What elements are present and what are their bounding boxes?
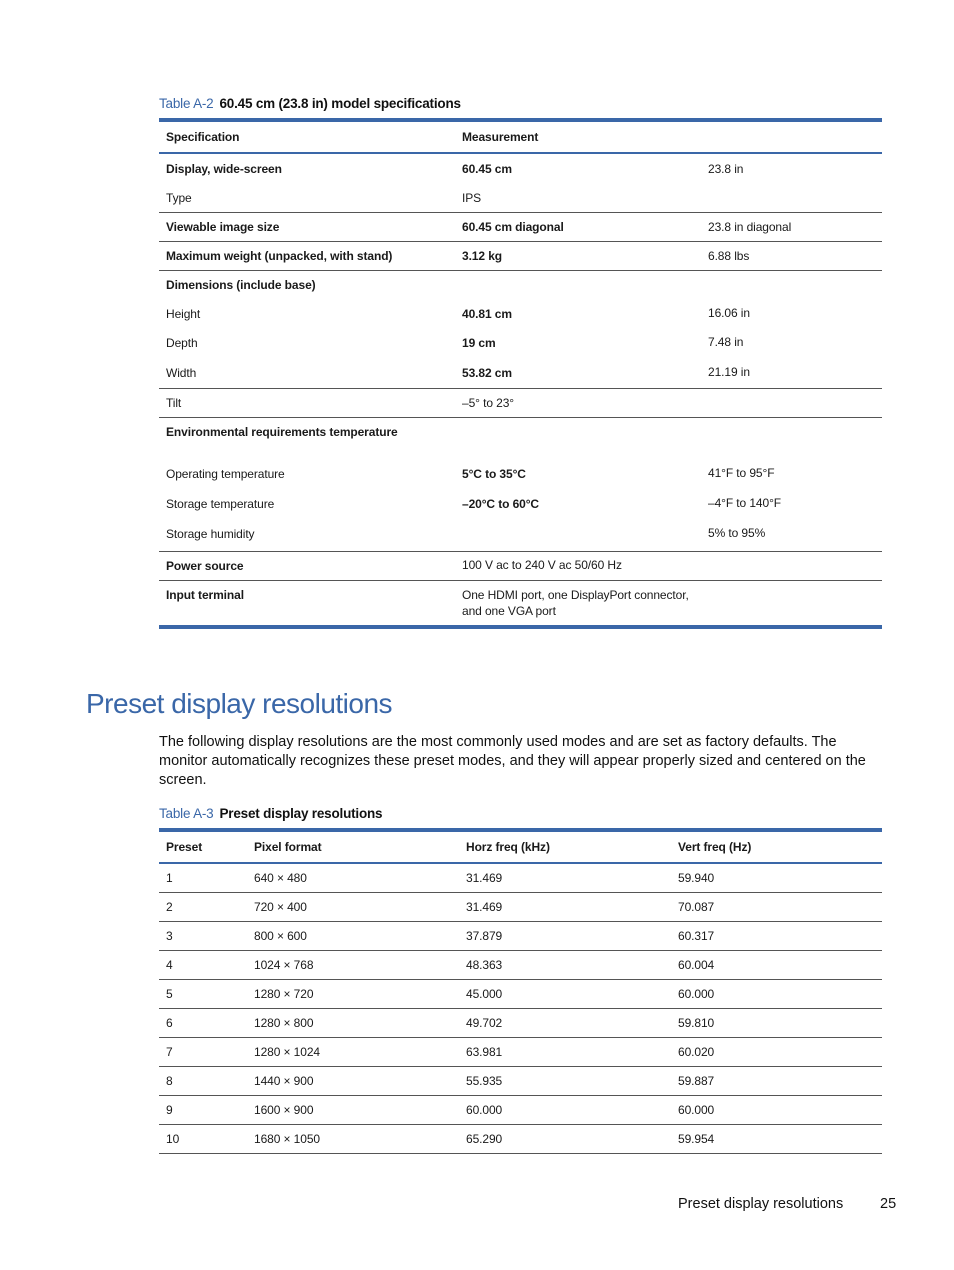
cell-preset: 4 [166,957,173,972]
cell-metric: 100 V ac to 240 V ac 50/60 Hz [462,557,622,572]
cell-spec: Width [166,366,197,380]
table-row [159,153,882,183]
table-a2-caption-title: 60.45 cm (23.8 in) model specifications [219,96,461,111]
cell-preset: 10 [166,1131,180,1146]
cell-metric: 3.12 kg [462,248,502,263]
table-header-row [159,830,882,863]
cell-spec: Dimensions (include base) [166,277,316,292]
table-row [159,863,882,892]
table-a2 [159,118,882,629]
table-row [159,417,882,461]
cell-spec: Storage temperature [166,497,275,511]
section-title: Preset display resolutions [86,688,393,719]
cell-horz-freq: 37.879 [466,928,503,943]
cell-metric [455,580,701,627]
cell-preset: 3 [166,928,173,943]
cell-pixel-format: 1280 × 1024 [254,1044,320,1059]
cell-horz-freq: 48.363 [466,957,503,972]
cell-imperial: 23.8 in [708,162,744,176]
cell-preset: 7 [166,1044,173,1059]
cell-spec: Tilt [166,395,182,410]
cell-vert-freq: 70.087 [678,899,715,914]
cell-imperial [701,388,882,417]
table-header-row [159,120,882,153]
table-a2-caption [159,96,461,111]
cell-preset: 5 [166,986,173,1001]
cell-spec: Power source [166,558,244,573]
header-cell: Horz freq (kHz) [466,840,550,854]
cell-pixel-format: 720 × 400 [254,899,307,914]
header-cell: Measurement [462,130,539,144]
cell-imperial: 41°F to 95°F [708,466,775,480]
cell-preset: 1 [166,870,173,885]
input-terminal-line: and one VGA port [462,603,556,618]
cell-imperial [701,551,882,580]
cell-imperial: 6.88 lbs [708,248,750,263]
table-a3-body [159,863,882,1153]
cell-imperial [701,183,882,212]
table-a3 [159,828,882,1154]
cell-spec: Environmental requirements temperature [166,424,398,439]
cell-metric: 5°C to 35°C [462,467,526,481]
cell-horz-freq: 45.000 [466,986,503,1001]
table-row [159,892,882,921]
header-cell: Specification [166,130,240,144]
cell-preset: 6 [166,1015,173,1030]
cell-spec: Operating temperature [166,467,285,481]
header-cell: Vert freq (Hz) [678,840,752,854]
cell-vert-freq: 60.317 [678,928,715,943]
table-row [159,461,882,491]
cell-preset: 9 [166,1102,173,1117]
table-row [159,388,882,417]
table-row [159,551,882,580]
cell-metric: 19 cm [462,336,496,350]
cell-imperial: 5% to 95% [708,526,766,540]
table-row [159,521,882,551]
table-row [159,950,882,979]
cell-metric: 40.81 cm [462,307,512,321]
cell-spec: Input terminal [166,587,244,602]
cell-metric: –20°C to 60°C [462,497,539,511]
cell-pixel-format: 1024 × 768 [254,957,314,972]
cell-vert-freq: 60.000 [678,986,715,1001]
table-a3-caption-title: Preset display resolutions [219,806,383,821]
table-a2-caption-number: Table A-2 [159,96,214,111]
table-a3-caption-number: Table A-3 [159,806,214,821]
input-terminal-line: One HDMI port, one DisplayPort connector, [462,587,689,602]
table-row [159,979,882,1008]
intro-paragraph: The following display resolutions are the most commonly used modes and are set as factory defaults. The monitor automatically recognizes these preset modes, and they will appear properly sized and centered on the screen. [159,734,866,788]
cell-imperial: –4°F to 140°F [708,496,782,510]
table-row [159,270,882,300]
cell-metric: 60.45 cm [462,162,512,176]
cell-vert-freq: 60.000 [678,1102,715,1117]
cell-metric: 53.82 cm [462,366,512,380]
cell-metric [455,270,701,300]
table-row [159,329,882,359]
cell-pixel-format: 1600 × 900 [254,1102,314,1117]
cell-horz-freq: 60.000 [466,1102,503,1117]
cell-imperial: 7.48 in [708,335,744,349]
header-cell: Preset [166,840,203,854]
cell-spec: Storage humidity [166,527,255,541]
cell-vert-freq: 60.020 [678,1044,715,1059]
cell-pixel-format: 640 × 480 [254,870,307,885]
cell-imperial [701,270,882,300]
cell-vert-freq: 59.940 [678,870,715,885]
cell-imperial: 16.06 in [708,306,750,320]
cell-pixel-format: 1680 × 1050 [254,1131,320,1146]
table-row [159,241,882,270]
cell-spec: Height [166,307,201,321]
cell-vert-freq: 59.887 [678,1073,715,1088]
cell-horz-freq: 63.981 [466,1044,503,1059]
cell-spec: Maximum weight (unpacked, with stand) [166,248,393,263]
cell-metric: 60.45 cm diagonal [462,219,564,234]
cell-metric [455,521,701,551]
table-row [159,580,882,627]
cell-spec: Type [166,191,192,205]
cell-metric: –5° to 23° [462,395,514,410]
cell-metric [455,417,701,461]
cell-horz-freq: 31.469 [466,899,503,914]
table-row [159,1066,882,1095]
table-row [159,921,882,950]
cell-vert-freq: 59.954 [678,1131,715,1146]
cell-imperial [701,580,882,627]
cell-imperial [701,417,882,461]
cell-spec: Depth [166,336,198,350]
cell-pixel-format: 800 × 600 [254,928,307,943]
cell-metric: IPS [462,191,482,205]
cell-spec: Viewable image size [166,219,280,234]
header-cell [701,120,882,153]
cell-spec: Display, wide-screen [166,162,282,176]
table-row [159,1008,882,1037]
table-a3-caption [159,806,382,821]
cell-imperial: 23.8 in diagonal [708,219,792,234]
cell-vert-freq: 59.810 [678,1015,715,1030]
cell-horz-freq: 65.290 [466,1131,503,1146]
table-row [159,183,882,212]
cell-pixel-format: 1440 × 900 [254,1073,314,1088]
cell-horz-freq: 49.702 [466,1015,503,1030]
table-row [159,1037,882,1066]
table-row [159,359,882,388]
table-row [159,300,882,329]
cell-preset: 2 [166,899,173,914]
cell-vert-freq: 60.004 [678,957,715,972]
cell-horz-freq: 55.935 [466,1073,503,1088]
cell-horz-freq: 31.469 [466,870,503,885]
table-row [159,1124,882,1153]
cell-pixel-format: 1280 × 720 [254,986,314,1001]
table-row [159,1095,882,1124]
cell-preset: 8 [166,1073,173,1088]
page-number: 25 [880,1196,897,1212]
footer-section-title: Preset display resolutions [678,1196,844,1212]
table-row [159,491,882,521]
cell-imperial: 21.19 in [708,365,750,379]
table-row [159,212,882,241]
cell-pixel-format: 1280 × 800 [254,1015,314,1030]
header-cell: Pixel format [254,840,322,854]
